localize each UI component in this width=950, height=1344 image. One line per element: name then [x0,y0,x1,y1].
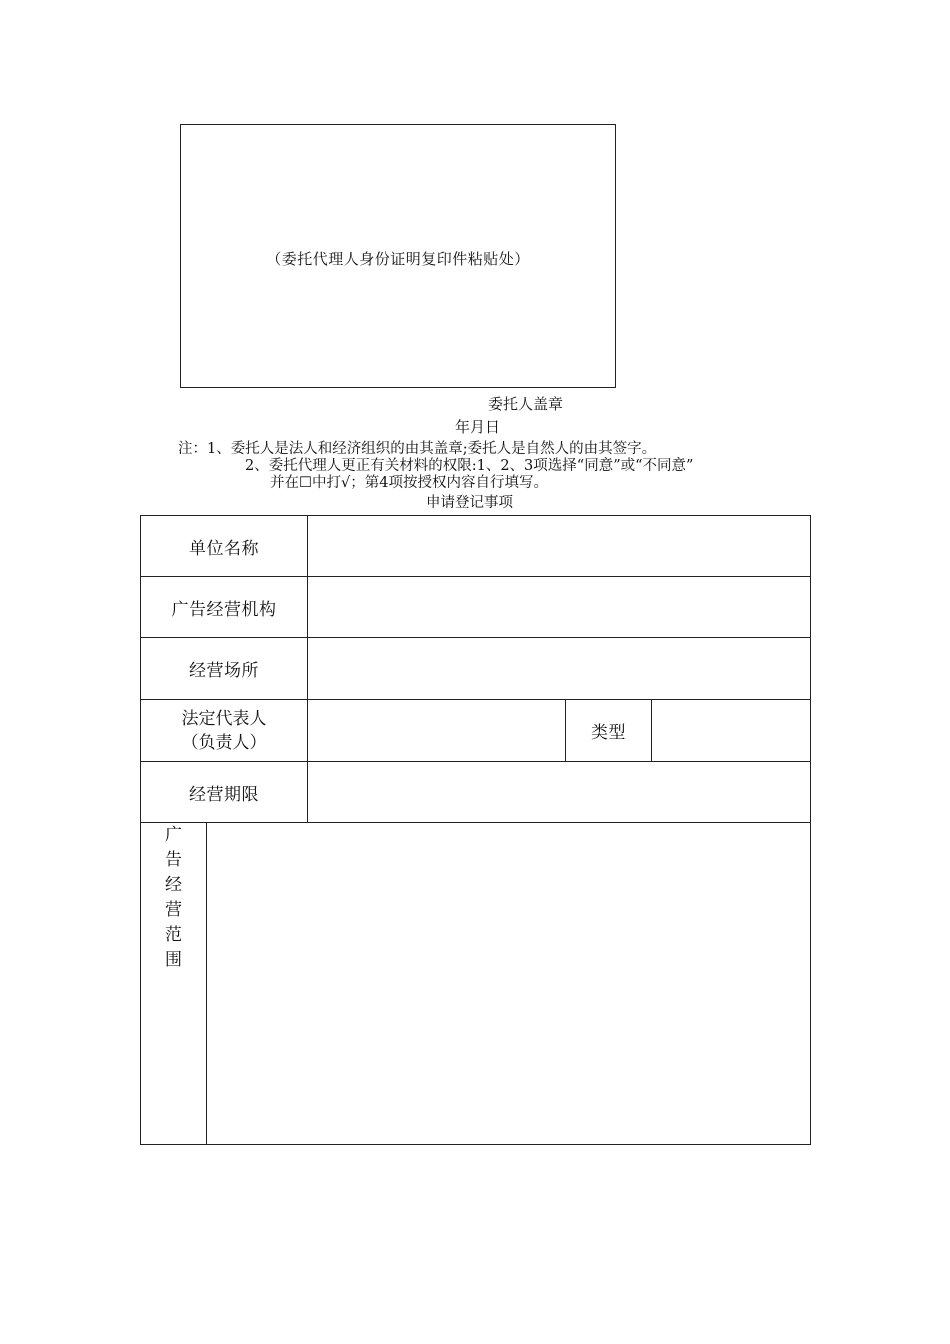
scope-char: 围 [165,950,182,970]
type-label: 类型 [566,700,652,762]
scope-field[interactable] [207,823,811,1145]
ad-org-field[interactable] [308,577,811,638]
scope-char: 告 [165,850,182,870]
ad-org-label: 广告经营机构 [141,577,308,638]
legal-rep-label-cell [141,700,308,762]
scope-label [141,823,207,1145]
scope-char: 范 [165,925,182,945]
legal-rep-field[interactable] [308,700,566,762]
unit-name-label: 单位名称 [141,516,308,577]
registration-form-table [140,515,811,1145]
term-field[interactable] [308,762,811,823]
row-legal-rep [141,700,811,762]
note-line-3: 并在☐中打√；第4项按授权内容自行填写。 [270,475,548,491]
type-field[interactable] [652,700,811,762]
principal-seal-label: 委托人盖章 [488,395,564,413]
id-copy-paste-label: （委托代理人身份证明复印件粘贴处） [266,250,530,268]
section-title: 申请登记事项 [426,495,513,511]
premises-field[interactable] [308,638,811,700]
premises-label: 经营场所 [141,638,308,700]
term-label: 经营期限 [141,762,308,823]
date-label: 年月日 [455,418,501,436]
row-ad-org [141,577,811,638]
row-term [141,762,811,823]
scope-char: 广 [165,825,182,845]
row-unit-name [141,516,811,577]
note-line-2: 2、委托代理人更正有关材料的权限:1、2、3项选择“同意”或“不同意” [245,458,694,474]
row-premises [141,638,811,700]
legal-rep-label: 法定代表人 [181,708,267,729]
id-copy-paste-area [180,124,616,388]
legal-rep-sublabel: （负责人） [181,732,267,753]
unit-name-field[interactable] [308,516,811,577]
scope-char: 营 [165,900,182,920]
row-scope [141,823,811,1145]
scope-char: 经 [165,875,182,895]
note-line-1: 注：1、委托人是法人和经济组织的由其盖章;委托人是自然人的由其签字。 [178,441,657,457]
